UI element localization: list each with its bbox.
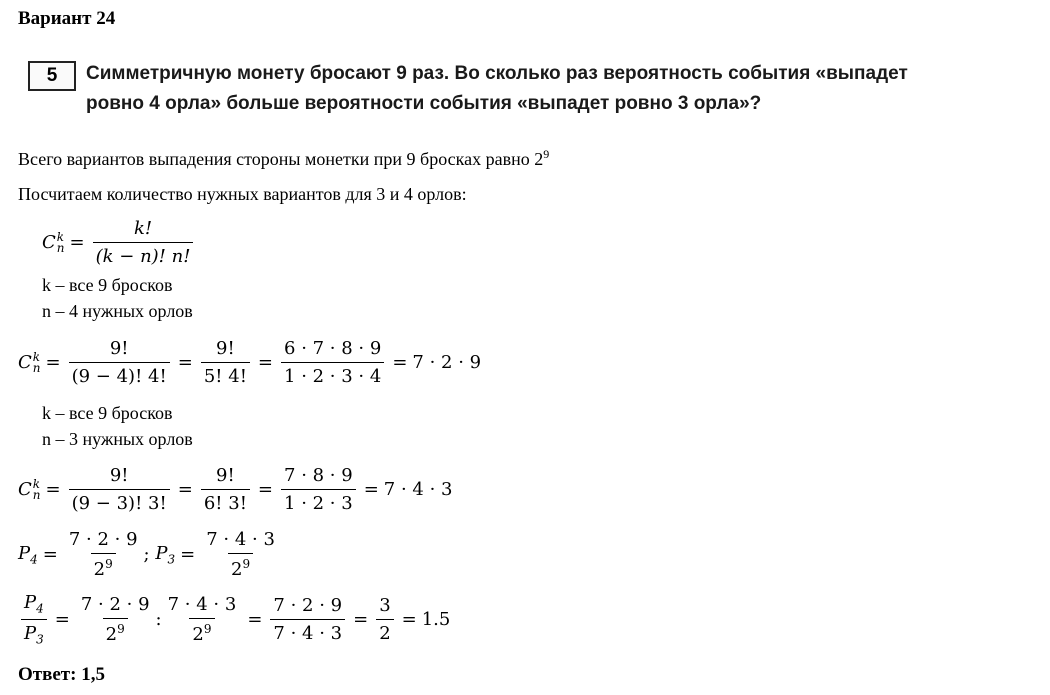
total-variants-text: Всего вариантов выпадения стороны монетки при 9 бросках равно $2^9$ [18, 147, 550, 169]
total-variants-exponent: 9 [543, 147, 550, 161]
ratio-result: 1.5 [421, 608, 451, 630]
n-definition-1: n – 4 нужных орлов [42, 301, 193, 321]
n-definition-2: n – 3 нужных орлов [42, 429, 193, 449]
probabilities-formula: $P_4$ = $\frac{7 \cdot 2 \cdot 9}{2^9}$ ; $P_3$ = $\frac{7 \cdot 4 \cdot 3}{2^9}$ [18, 529, 275, 580]
task-text-line-1: Симметричную монету бросают 9 раз. Во сколько раз вероятность события «выпадет [86, 63, 908, 84]
task-text-line-2: ровно 4 орла» больше вероятности события «выпадет ровно 3 орла»? [86, 93, 762, 114]
variant-title: Вариант 24 [18, 8, 116, 29]
combination-3-formula: C k n = $\frac{9!}{(9 - 3)! 3!}$ = $\frac{9!}{6! 3!}$ = $\frac{7 \cdot 8 \cdot 9}{1 \cdot 2 \cdot 3}$ = 7 · 4 · 3 [18, 465, 453, 514]
k-definition-1: k – все 9 бросков [42, 275, 173, 295]
combination-4-result: 7 · 2 · 9 [412, 352, 482, 373]
combination-4-formula: C k n = $\frac{9!}{(9 - 4)! 4!}$ = $\frac{9!}{5! 4!}$ = $\frac{6 \cdot 7 \cdot 8 \cdot 9}{1 \cdot 2 \cdot 3 \cdot 4}$ = 7 · 2 · 9 [18, 338, 482, 387]
ratio-formula: $\frac{P_4}{P_3}$ = $\frac{7 \cdot 2 \cdot 9}{2^9}$ : $\frac{7 \cdot 4 \cdot 3}{2^9}$ = $\frac{7 \cdot 2 \cdot 9}{7 \cdot 4 \cdot 3}$ = $\frac{3}{2}$ = 1.5 [18, 592, 450, 646]
answer: Ответ: 1,5 [18, 664, 105, 685]
general-combination-formula: C k n = $\frac{k!}{(k - n)! n!}$ [42, 218, 196, 267]
task-number-box: 5 [28, 61, 76, 91]
combination-3-result: 7 · 4 · 3 [383, 479, 453, 500]
k-definition-2: k – все 9 бросков [42, 403, 173, 423]
count-intro-text: Посчитаем количество нужных вариантов для 3 и 4 орлов: [18, 184, 467, 204]
